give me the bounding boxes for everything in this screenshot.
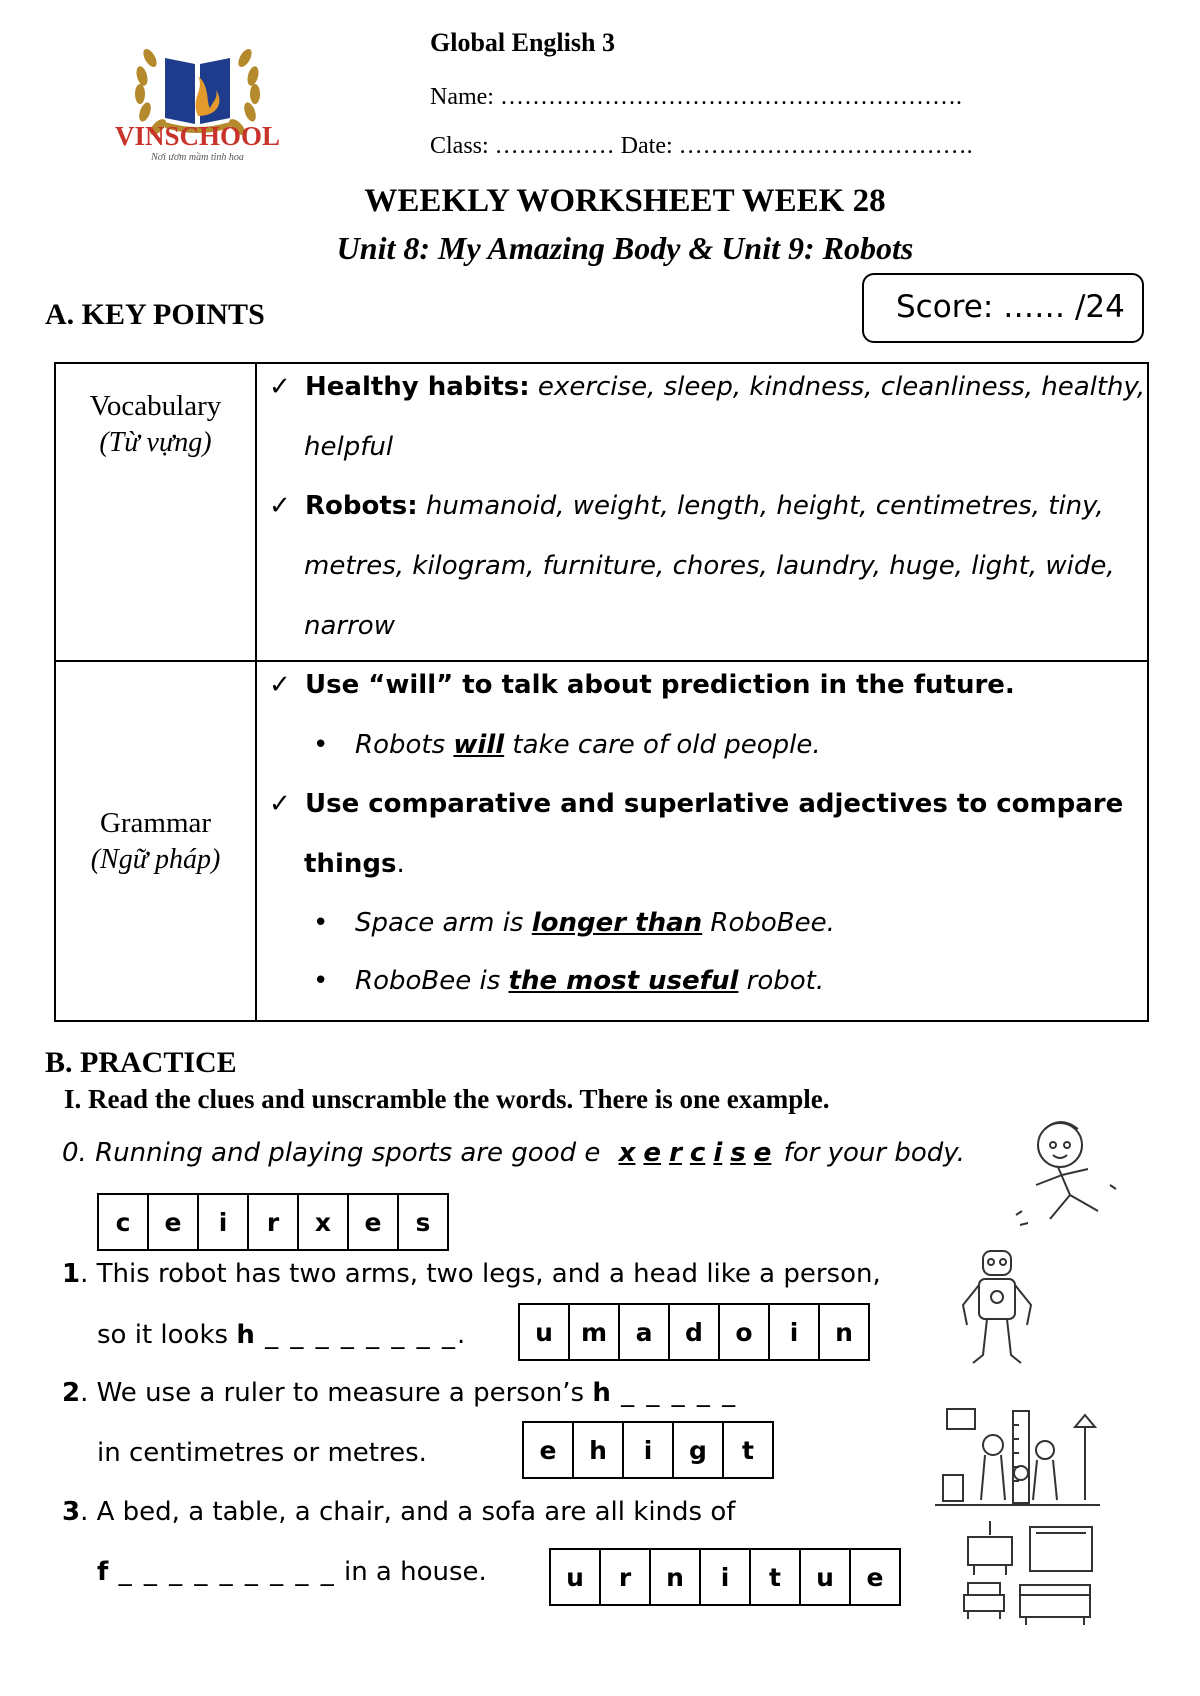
letter-tile: e — [148, 1194, 198, 1250]
letter-tile: t — [750, 1549, 800, 1605]
example-comparative-pre: Space arm is — [355, 908, 532, 938]
letter-tile: c — [98, 1194, 148, 1250]
letter-tile: h — [573, 1422, 623, 1478]
robots-words-end: narrow — [304, 611, 395, 641]
question-number: 2 — [62, 1378, 81, 1408]
page-title: WEEKLY WORKSHEET WEEK 28 — [364, 183, 886, 219]
first-letter: f — [97, 1557, 109, 1587]
scrambled-letters-2 — [522, 1421, 774, 1479]
letter-tile: i — [198, 1194, 248, 1250]
bullet-icon: • — [313, 730, 329, 760]
question-2-line2: in centimetres or metres. — [97, 1438, 427, 1468]
example-superlative-key: the most useful — [508, 966, 739, 996]
first-letter: e — [584, 1138, 601, 1168]
letter-tile: d — [669, 1304, 719, 1360]
grammar-label-cell — [55, 661, 256, 1021]
robots-label: Robots: — [305, 491, 418, 521]
letter-tile: r — [248, 1194, 298, 1250]
question-3 — [62, 1497, 735, 1527]
first-letter: h — [592, 1378, 611, 1408]
scrambled-letters-1 — [518, 1303, 870, 1361]
healthy-words: exercise, sleep, kindness, cleanliness, healthy, — [529, 372, 1146, 402]
question-text: . A bed, a table, a chair, and a sofa are all kinds of — [80, 1497, 736, 1527]
running-boy-icon — [1010, 1115, 1130, 1235]
grammar-content-cell: ✓ Use “will” to talk about prediction in the future. • Robots will take care of old people. ✓ Use comparative and superlative adjectives to compare things. • Space arm is longer than RoboBee. • RoboBee is the most useful robot. — [256, 661, 1148, 1021]
section-a-heading: A. KEY POINTS — [45, 298, 265, 331]
letter-tile: n — [819, 1304, 869, 1360]
healthy-label: Healthy habits: — [305, 372, 530, 402]
letter-tile: e — [348, 1194, 398, 1250]
example-will-pre: Robots — [355, 730, 454, 760]
letter-tile: i — [769, 1304, 819, 1360]
bullet-icon: • — [313, 966, 329, 996]
question-text: Running and playing sports are good — [95, 1138, 585, 1168]
grammar-sublabel: (Ngữ pháp) — [90, 843, 221, 875]
letter-tile: e — [850, 1549, 900, 1605]
letter-tile: u — [550, 1549, 600, 1605]
vocab-label-cell — [55, 363, 256, 661]
letter-tile: s — [398, 1194, 448, 1250]
letter-tile: a — [619, 1304, 669, 1360]
answer-blank[interactable]: _ _ _ _ _ _ _ _ _ — [108, 1557, 336, 1587]
answer-letter: s — [730, 1138, 746, 1168]
healthy-words-cont: helpful — [304, 432, 394, 462]
key-points-table — [54, 362, 1149, 1022]
letter-tile: n — [650, 1549, 700, 1605]
example-superlative-pre: RoboBee is — [355, 966, 509, 996]
letter-tile: r — [600, 1549, 650, 1605]
name-field[interactable]: Name: …………………………………………………. — [430, 84, 962, 110]
answer-letter: e — [643, 1138, 662, 1168]
vocab-label: Vocabulary — [89, 390, 222, 422]
rule-comparative-cont: things — [304, 849, 397, 879]
robots-words: humanoid, weight, length, height, centimetres, tiny, — [417, 491, 1104, 521]
question-2 — [62, 1378, 737, 1408]
letter-tile: i — [700, 1549, 750, 1605]
school-logo — [110, 28, 285, 168]
rule-will: Use “will” to talk about prediction in the future. — [305, 670, 1015, 700]
question-text: so it looks — [97, 1320, 237, 1350]
page-subtitle: Unit 8: My Amazing Body & Unit 9: Robots — [336, 230, 914, 266]
question-1 — [62, 1259, 881, 1289]
check-icon: ✓ — [269, 789, 291, 819]
question-number: 1 — [62, 1259, 81, 1289]
question-1-line2 — [97, 1320, 467, 1350]
furniture-icon — [960, 1515, 1100, 1640]
question-0 — [62, 1138, 965, 1168]
family-measuring-icon — [935, 1405, 1100, 1520]
score-box[interactable]: Score: …… /24 — [862, 273, 1144, 343]
answer-letter: x — [618, 1138, 636, 1168]
vocab-content-cell — [256, 363, 1148, 661]
answer-letter: i — [713, 1138, 723, 1168]
robots-words-cont: metres, kilogram, furniture, chores, laundry, huge, light, wide, — [304, 551, 1115, 581]
answer-letter: c — [689, 1138, 706, 1168]
question-3-line2 — [97, 1557, 487, 1587]
letter-tile: t — [723, 1422, 773, 1478]
answer-letter: r — [669, 1138, 682, 1168]
rule-comparative: Use comparative and superlative adjectives to compare — [305, 789, 1124, 819]
letter-tile: x — [298, 1194, 348, 1250]
example-will-key: will — [453, 730, 505, 760]
class-date-field[interactable]: Class: …………… Date: ………………………………. — [430, 133, 973, 159]
letter-tile: u — [800, 1549, 850, 1605]
letter-tile: m — [569, 1304, 619, 1360]
question-text: in a house. — [335, 1557, 487, 1587]
bullet-icon: • — [313, 908, 329, 938]
example-superlative-post: robot. — [738, 966, 825, 996]
example-comparative-post: RoboBee. — [702, 908, 835, 938]
vocab-sublabel: (Từ vựng) — [99, 427, 212, 458]
answer-blank[interactable]: _ _ _ _ _ — [610, 1378, 738, 1408]
grammar-label: Grammar — [99, 806, 212, 839]
check-icon: ✓ — [269, 670, 291, 700]
letter-tile: o — [719, 1304, 769, 1360]
logo-text: VINSCHOOL — [114, 121, 281, 151]
letter-tile: i — [623, 1422, 673, 1478]
question-text: . This robot has two arms, two legs, and a head like a person, — [80, 1259, 881, 1289]
scrambled-letters-3 — [549, 1548, 901, 1606]
check-icon: ✓ — [269, 372, 291, 402]
section-b-heading: B. PRACTICE — [45, 1046, 237, 1079]
example-comparative-key: longer than — [531, 908, 703, 938]
question-number: 0. — [62, 1138, 87, 1168]
question-text: . We use a ruler to measure a person’s — [80, 1378, 593, 1408]
course-title: Global English 3 — [430, 28, 615, 57]
check-icon: ✓ — [269, 491, 291, 521]
first-letter: h — [236, 1320, 255, 1350]
letter-tile: g — [673, 1422, 723, 1478]
scrambled-letters-0 — [97, 1193, 449, 1251]
example-will-post: take care of old people. — [504, 730, 821, 760]
logo-tagline: Nơi ươm mầm tinh hoa — [151, 152, 244, 163]
question-number: 3 — [62, 1497, 81, 1527]
answer-letter: e — [753, 1138, 772, 1168]
exercise-instruction: I. Read the clues and unscramble the words. There is one example. — [64, 1084, 830, 1114]
letter-tile: u — [519, 1304, 569, 1360]
answer-blank[interactable]: _ _ _ _ _ _ _ _. — [254, 1320, 468, 1350]
robot-icon — [955, 1245, 1040, 1370]
question-text-end: for your body. — [783, 1138, 965, 1168]
letter-tile: e — [523, 1422, 573, 1478]
